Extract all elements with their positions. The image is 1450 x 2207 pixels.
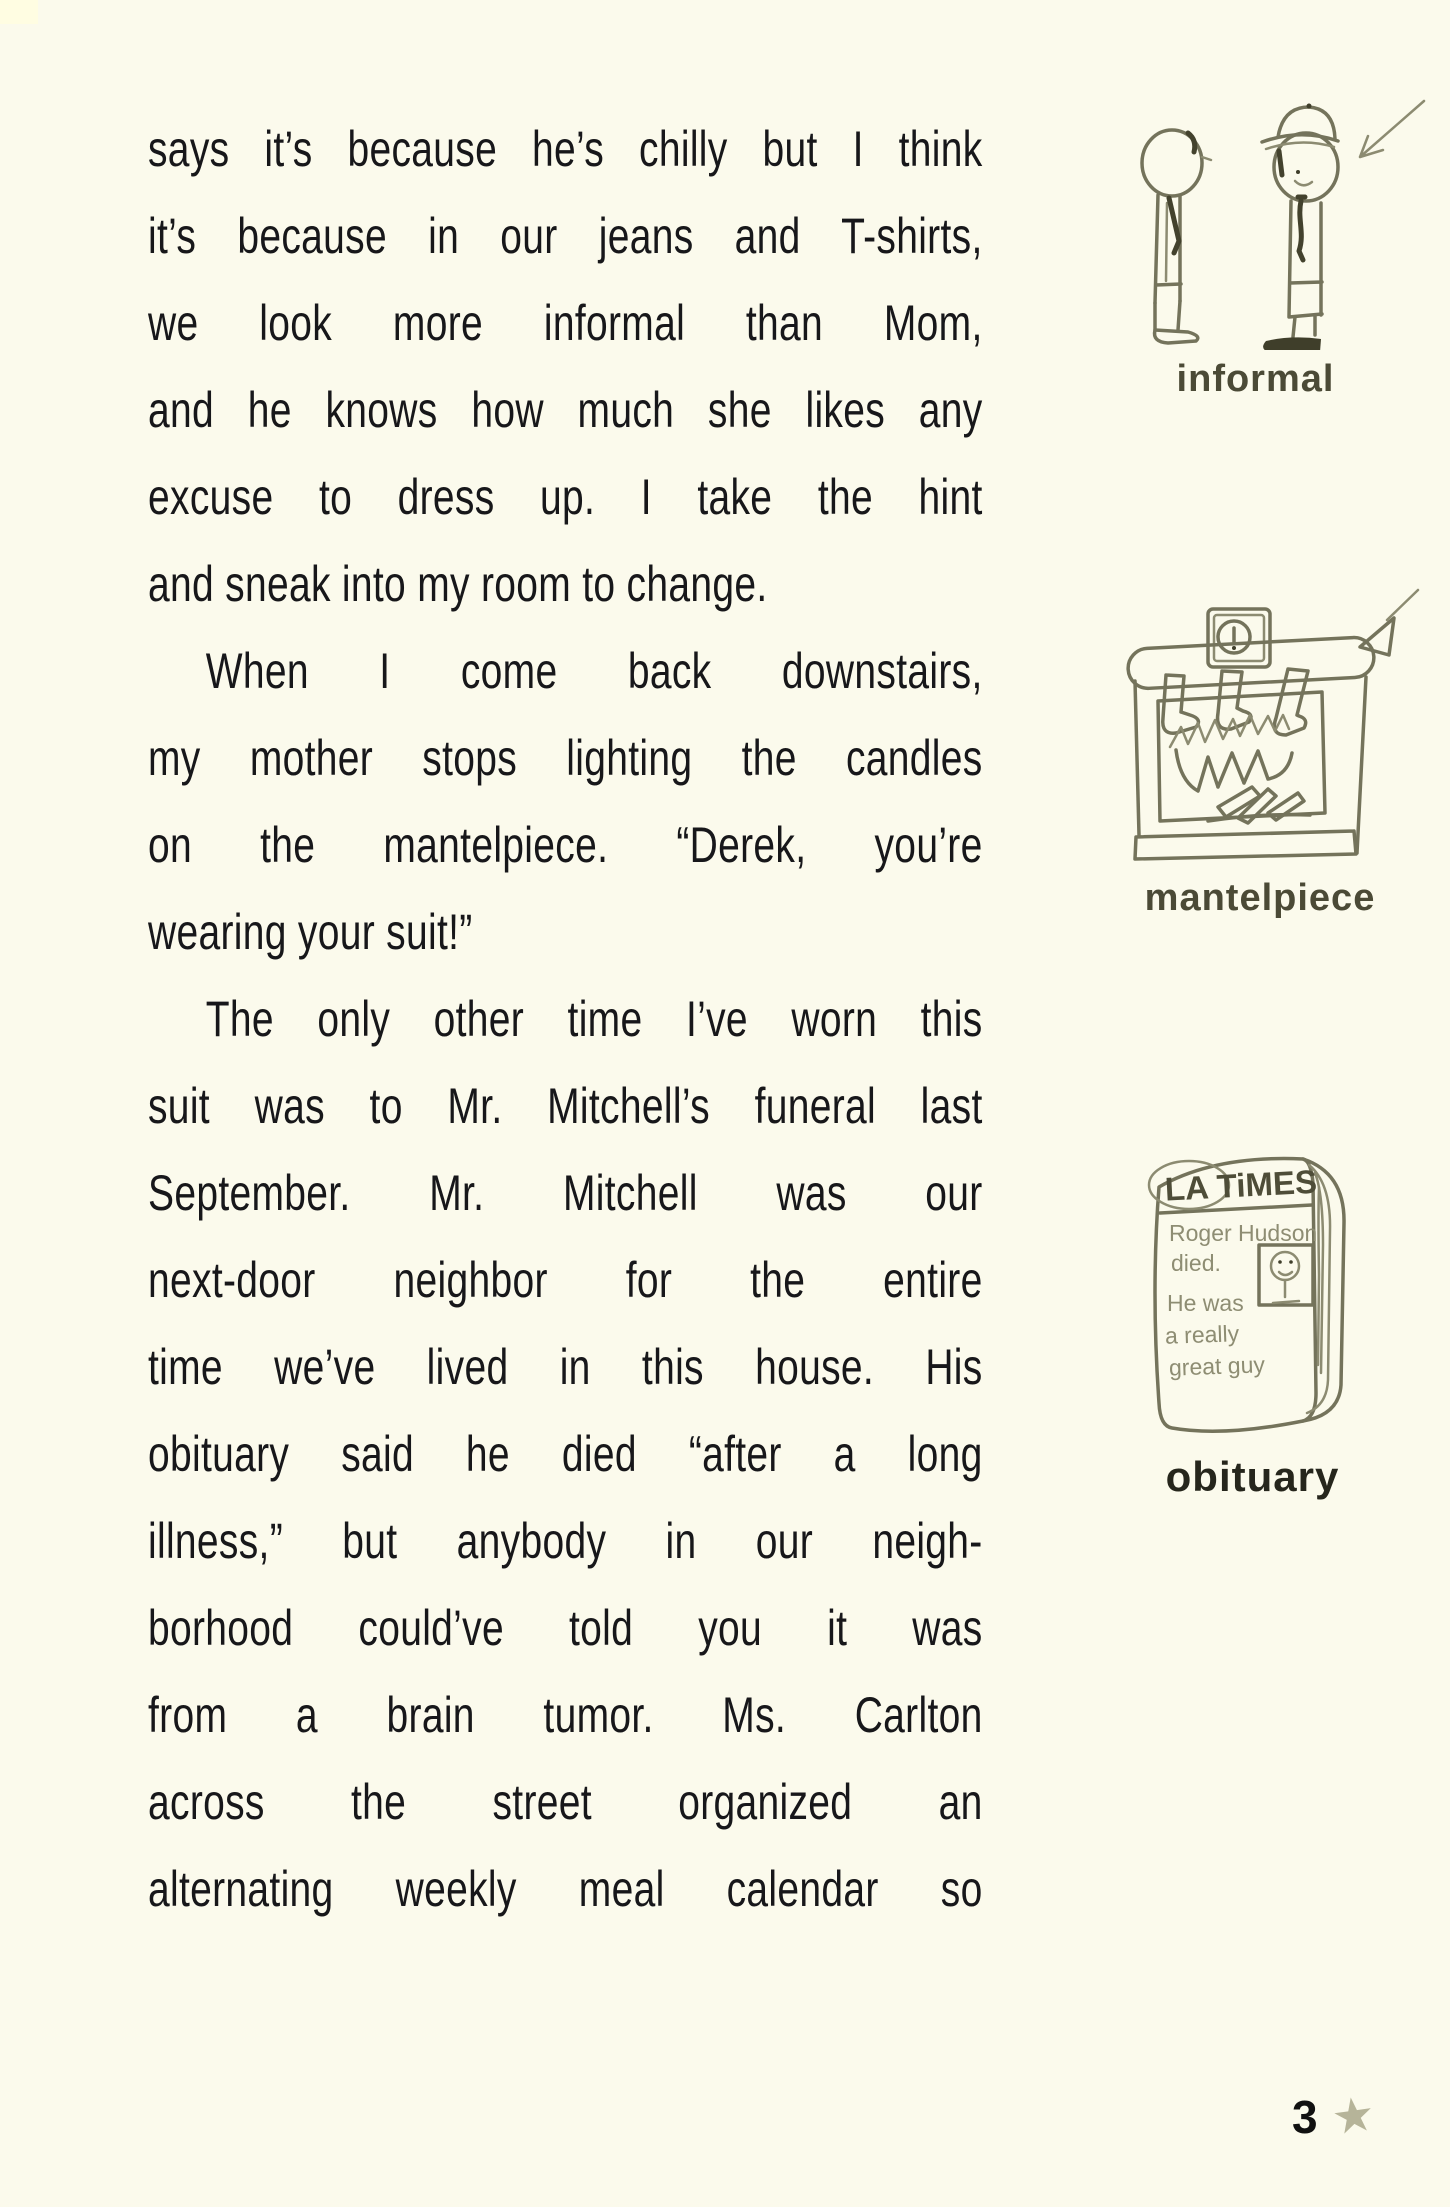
star-icon: ★ [1328, 2087, 1379, 2146]
informal-illustration [1128, 95, 1428, 401]
mantelpiece-illustration [1120, 585, 1430, 920]
obituary-illustration [1145, 1145, 1360, 1501]
scribble-line: great guy [1168, 1351, 1266, 1381]
illustration-caption-informal: informal [1176, 358, 1335, 400]
story-text-line: and he knows how much she likes any [148, 382, 983, 438]
illustration-caption-obituary: obituary [1165, 1453, 1340, 1500]
illustration-caption-mantelpiece: mantelpiece [1144, 877, 1376, 919]
scribble-line: He was [1167, 1290, 1244, 1316]
fireplace-drawing [1120, 585, 1430, 875]
story-text-line: on the mantelpiece. “Derek, you’re [148, 817, 983, 873]
story-text-line: it’s because in our jeans and T-shirts, [148, 208, 983, 264]
mantel-clock-icon [1208, 609, 1270, 667]
scribble-line: died. [1171, 1250, 1221, 1276]
page-number: 3 [1292, 2091, 1318, 2143]
story-text-line: borhood could’ve told you it was [148, 1600, 983, 1656]
scribble-line: Roger Hudson [1169, 1220, 1318, 1246]
story-text-line: alternating weekly meal calendar so [148, 1861, 983, 1917]
obituary-portrait-icon [1259, 1245, 1313, 1305]
story-text-line: and sneak into my room to change. [148, 556, 768, 612]
story-text-line: my mother stops lighting the candles [148, 730, 983, 786]
story-text-line: The only other time I’ve worn this [205, 991, 983, 1047]
story-text-line: wearing your suit!” [148, 904, 473, 960]
scribble-line: a really [1164, 1320, 1240, 1349]
page-footer [1292, 2087, 1379, 2146]
story-text-line: When I come back downstairs, [205, 643, 983, 699]
story-text [148, 106, 983, 1933]
story-text-line: from a brain tumor. Ms. Carlton [148, 1687, 983, 1743]
page-corner-artifact [0, 0, 38, 24]
story-text-line: obituary said he died “after a long [148, 1426, 983, 1482]
story-text-line: September. Mr. Mitchell was our [148, 1165, 983, 1221]
stick-figure-plain [1142, 130, 1211, 343]
story-text-line: excuse to dress up. I take the hint [148, 469, 983, 525]
story-text-line: says it’s because he’s chilly but I think [148, 121, 983, 177]
stick-figure-cap [1262, 104, 1338, 351]
arrow-annotation-icon [1360, 101, 1424, 157]
story-text-line: across the street organized an [148, 1774, 983, 1830]
story-text-line: suit was to Mr. Mitchell’s funeral last [148, 1078, 983, 1134]
fire-flames [1170, 715, 1292, 791]
newspaper-drawing [1145, 1145, 1360, 1437]
story-text-line: next-door neighbor for the entire [148, 1252, 983, 1308]
story-text-line: we look more informal than Mom, [148, 295, 983, 351]
stick-figures-drawing [1128, 95, 1428, 350]
story-text-line: time we’ve lived in this house. His [148, 1339, 983, 1395]
story-text-line: illness,” but anybody in our neigh- [148, 1513, 983, 1569]
newspaper-masthead: LA TiMES [1163, 1162, 1318, 1208]
